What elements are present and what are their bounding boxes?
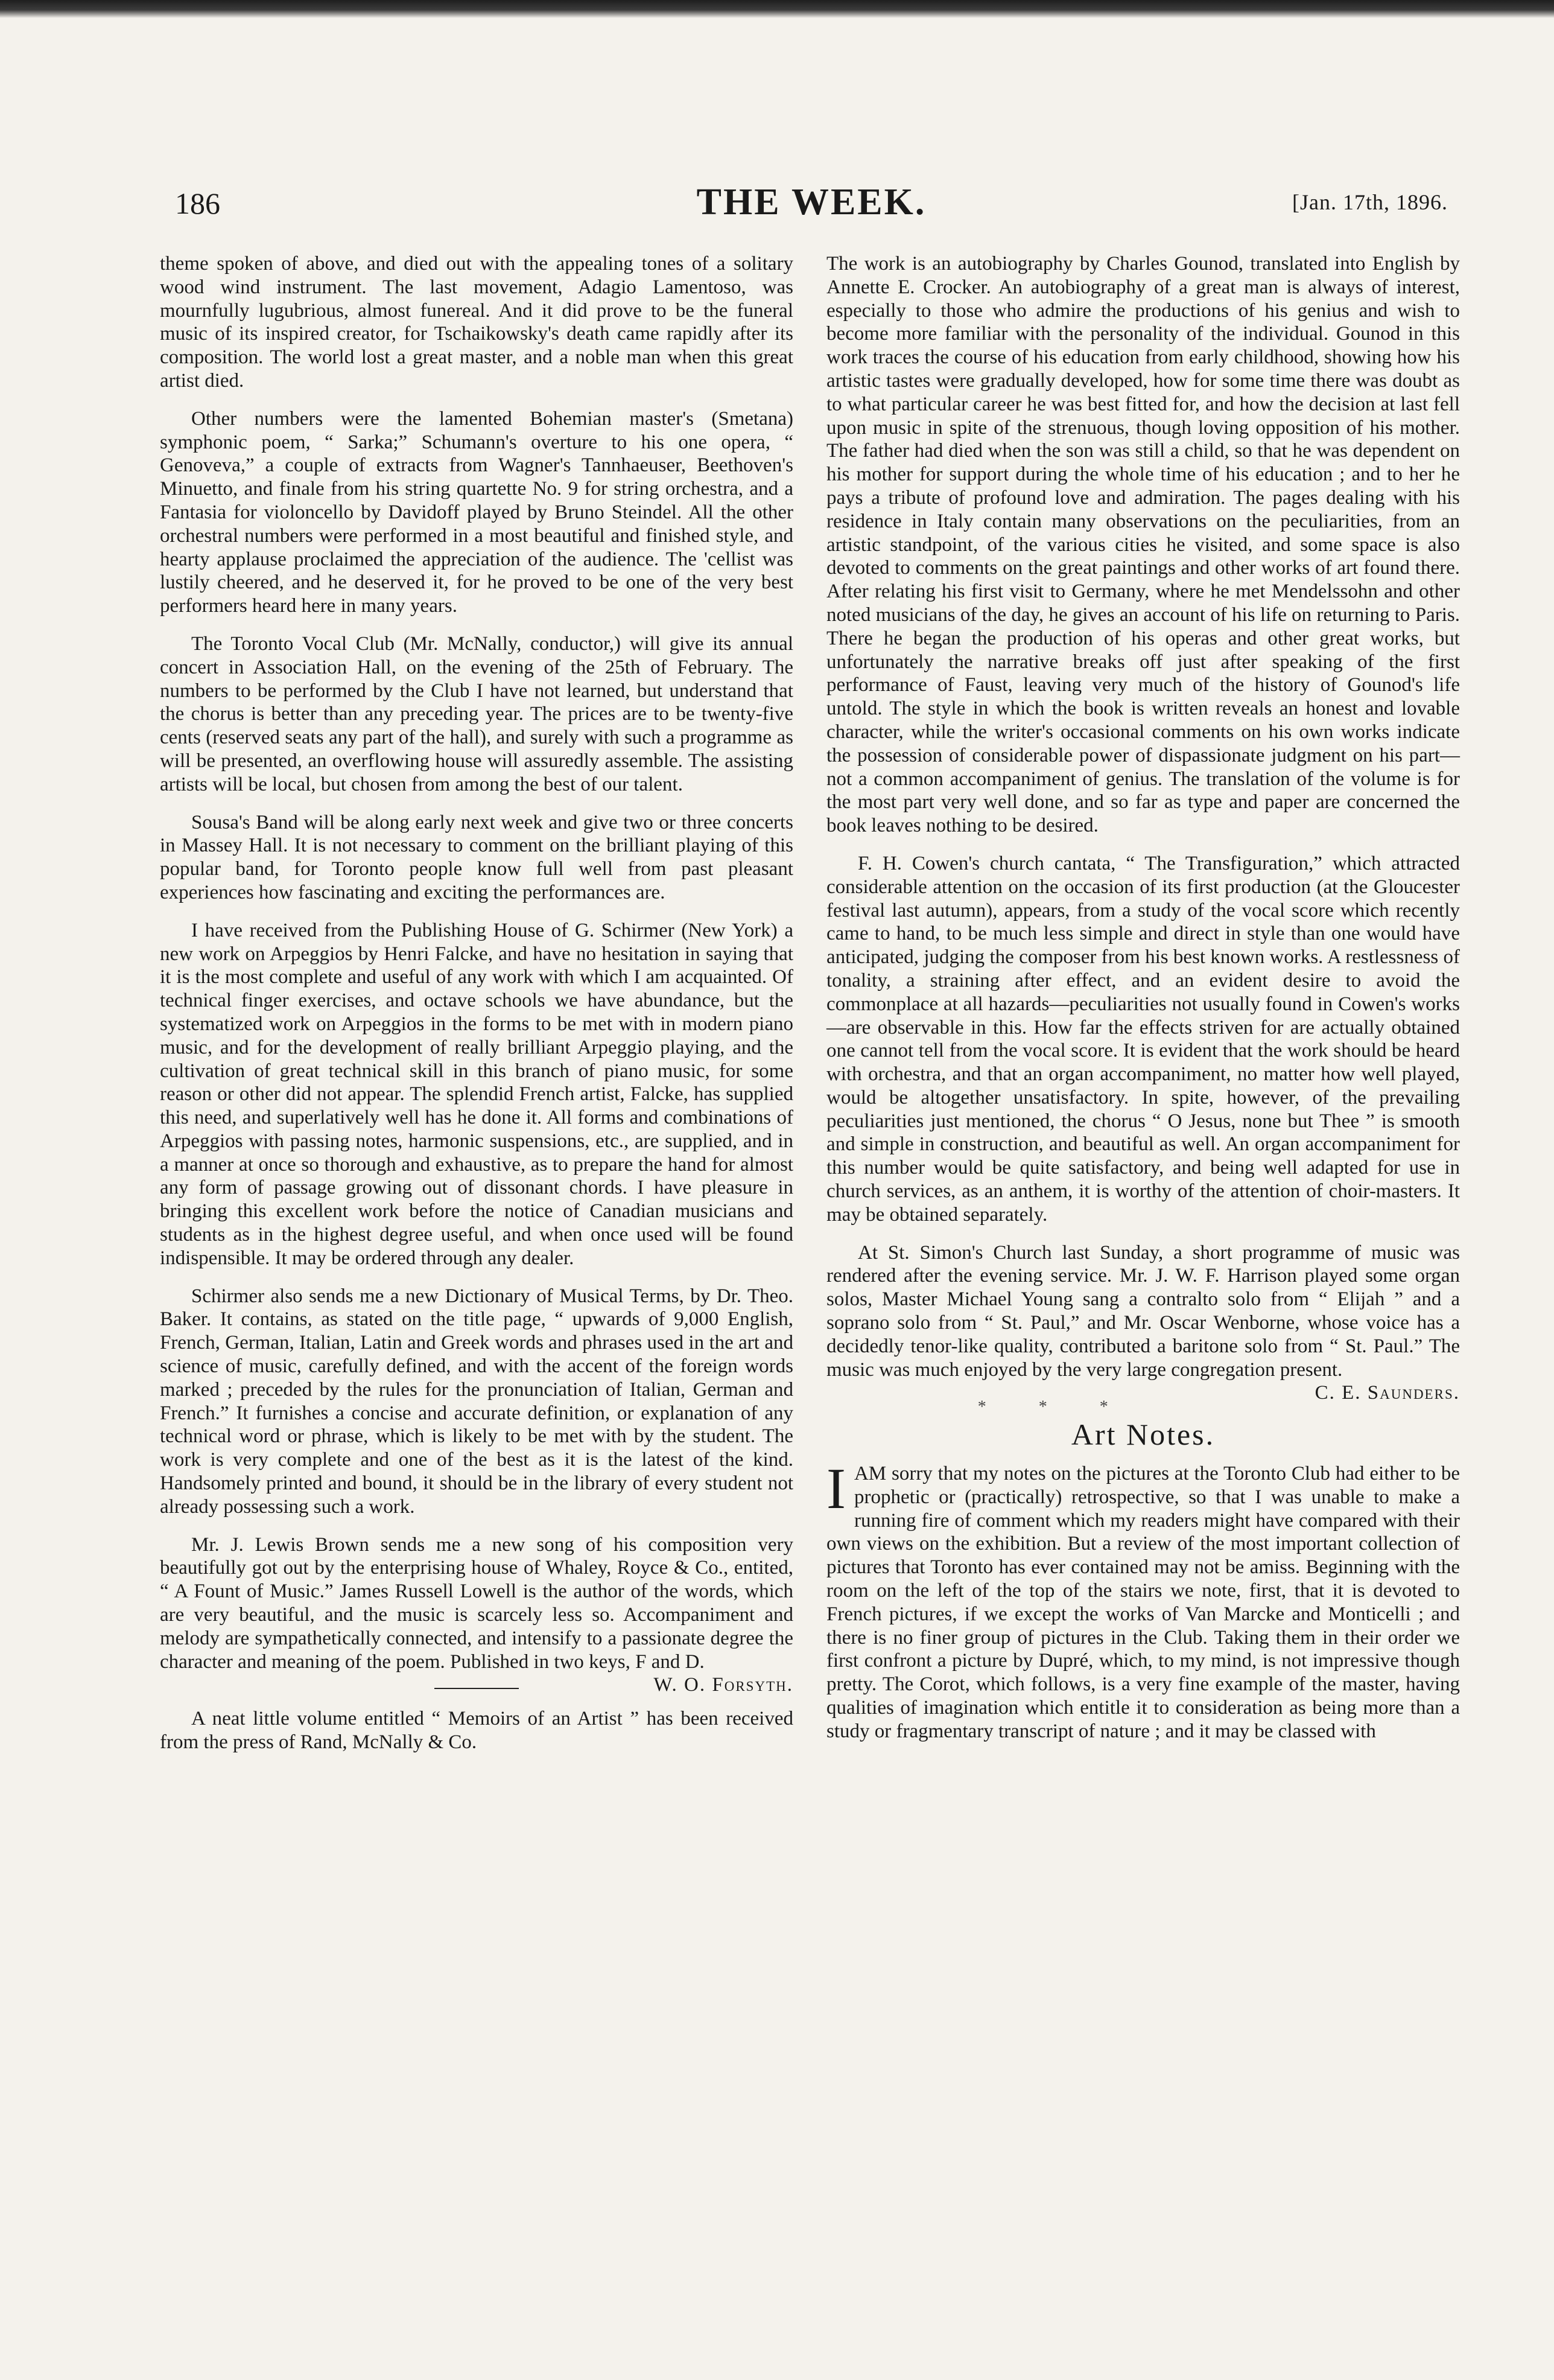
paragraph-dictionary: Schirmer also sends me a new Dictionary of Musical Terms, by Dr. Theo. Baker. It contains, as stated on the title page, “ upwards of 9,000 English, French, German, Italian, Latin and Greek words and phrases used in the art and science of music, carefully defined, and with the accent of the foreign words marked ; preceded by the rules for the pronunciation of Italian, German and French.” It furnishes a concise and accurate definition, or explanation of any technical word or phrase, which is likely to be met with by the student. The work is very complete and one of the best as it is the latest of the kind. Handsomely printed and bound, it should be in the library of every student not already possessing such a work.: [160, 1285, 793, 1518]
paragraph-sousa-band: Sousa's Band will be along early next week and give two or three concerts in Massey Hall. It is not necessary to comment on the brilliant playing of this popular band, for Toronto people know full well from past pleasant experiences how fascinating and exciting the performances are.: [160, 811, 793, 903]
section-stars: * * *: [977, 1398, 1132, 1417]
paragraph-gounod: The work is an autobiography by Charles Gounod, translated into English by Annette E. Crocker. An autobiography of a great man is always of interest, especially to those who admire the productions of his genius and wish to become more familiar with the personality of the individual. Gounod in this work traces the course of his education from early childhood, showing how his artistic tastes were gradually developed, how for some time there was doubt as to what particular career he was best fitted for, and how the decision at last fell upon music in spite of the strenuous, though loving opposition of his mother. The father had died when the son was still a child, so that he was dependent on his mother for support during the whole time of his education ; and to her he pays a tribute of profound love and admiration. The pages dealing with his residence in Italy contain many observations on the peculiarities, from an artistic standpoint, of the various cities he visited, and some space is also devoted to comments on the great paintings and other works of art found there. After relating his first visit to Germany, where he met Mendelssohn and other noted musicians of the day, he gives an account of his life on returning to Paris. There he began the production of his operas and other great works, but unfortunately the narrative breaks off just after speaking of the first performance of Faust, leaving very much of the history of Gounod's life untold. The style in which the book is written reveals an honest and lovable character, while the writer's occasional comments on his own works indicate the possession of considerable power of dispassionate judgment on his part—not a common accompaniment of genius. The translation of the volume is for the most part very well done, and so far as type and paper are concerned the book leaves nothing to be desired.: [826, 253, 1460, 837]
paragraph-cowen-cantata: F. H. Cowen's church cantata, “ The Transfiguration,” which attracted considerable attention on the occasion of its first production (at the Gloucester festival last autumn), appears, from a study of the vocal score which recently came to hand, to be much less simple and direct in style than one would have anticipated, judging the composer from his best known works. A restlessness of tonality, a straining after effect, and an evident desire to avoid the commonplace at all hazards—peculiarities not usually found in Cowen's works—are observable in this. How far the effects striven for are actually obtained one cannot tell from the vocal score. It is evident that the work should be heard with orchestra, and that an organ accompaniment, no matter how well played, would be altogether unsatisfactory. In spite, however, of the prevailing peculiarities just mentioned, the chorus “ O Jesus, none but Thee ” is smooth and simple in construction, and beautiful as well. An organ accompaniment for this number would be quite satisfactory, and being well adapted for use in church services, as an anthem, it is worthy of the attention of choir-masters. It may be obtained separately.: [826, 852, 1460, 1226]
paragraph-art-notes-text: AM sorry that my notes on the pictures at the Toronto Club had either to be prophetic or (practically) retrospective, so that I was unable to make a running fire of comment which my readers might have compared with their own views on the exhibition. But a review of the most important collection of pictures that Toronto has ever contained may not be amiss. Beginning with the room on the left of the top of the stairs we note, first, that it is devoted to French pictures, if we except the works of Van Marcke and Monticelli ; and there is no finer group of pictures in the Club. Taking them in their order we first confront a picture by Dupré, which, to my mind, is not impressive though pretty. The Corot, which follows, is a very fine example of the master, having qualities of imagination which entitle it to consideration as being more than a study or fragmentary transcript of nature ; and it may be classed with: [826, 1463, 1460, 1742]
scan-edge-band: [0, 0, 1554, 18]
page-header: [175, 181, 1448, 229]
drop-cap: I: [826, 1456, 846, 1521]
paragraph-st-simons-text: At St. Simon's Church last Sunday, a short programme of music was rendered after the evening service. Mr. J. W. F. Harrison played some organ solos, Master Michael Young sang a contralto solo from “ Elijah ” and a soprano solo from “ St. Paul,” and Mr. Oscar Wenborne, whose voice has a decidedly tenor-like quality, contributed a baritone solo from “ St. Paul.” The music was much enjoyed by the very large congregation present.: [826, 1241, 1460, 1381]
paragraph-fount-of-music: [160, 1533, 793, 1696]
paragraph-toronto-vocal-club: The Toronto Vocal Club (Mr. McNally, conductor,) will give its annual concert in Association Hall, on the evening of the 25th of February. The numbers to be performed by the Club I have not learned, but understand that the chorus is better than any preceding year. The prices are to be twenty-five cents (reserved seats any part of the hall), and surely with such a programme as will be presented, an overflowing house will assuredly assemble. The assisting artists will be local, but chosen from among the best of our talent.: [160, 632, 793, 795]
left-column: [160, 252, 793, 1769]
section-divider: [434, 1688, 519, 1689]
signature-forsyth: W. O. Forsyth.: [653, 1674, 793, 1696]
right-column: [826, 252, 1460, 1758]
paragraph-st-simons: [826, 1241, 1460, 1404]
art-notes-heading: Art Notes.: [1071, 1418, 1216, 1452]
issue-date: [Jan. 17th, 1896.: [1292, 190, 1448, 214]
paragraph-tschaikowsky: theme spoken of above, and died out with the appealing tones of a solitary wood wind instrument. The last movement, Adagio Lamentoso, was mournfully lugubrious, almost funereal. And it did prove to be the funeral music of its inspired creator, for Tschaikowsky's death came rapidly after its composition. The world lost a great master, and a noble man when this great artist died.: [160, 253, 793, 392]
paragraph-memoirs: A neat little volume entitled “ Memoirs of an Artist ” has been received from the press of Rand, McNally & Co.: [160, 1708, 793, 1754]
paragraph-other-numbers: Other numbers were the lamented Bohemian master's (Smetana) symphonic poem, “ Sarka;” Schumann's overture to his one opera, “ Genoveva,” a couple of extracts from Wagner's Tannhaeuser, Beethoven's Minuetto, and finale from his string quartette No. 9 for string orchestra, and a Fantasia for violoncello by Davidoff played by Bruno Steindel. All the other orchestral numbers were performed in a most beautiful and finished style, and hearty applause proclaimed the appreciation of the audience. The 'cellist was lustily cheered, and he deserved it, for he proved to be one of the very best performers heard here in many years.: [160, 407, 793, 617]
signature-saunders: C. E. Saunders.: [1315, 1382, 1460, 1404]
masthead-title: THE WEEK.: [696, 182, 927, 223]
page-number: 186: [175, 186, 220, 220]
paragraph-art-notes: [826, 1456, 1460, 1743]
paragraph-fount-text: Mr. J. Lewis Brown sends me a new song of his composition very beautifully got out by the enterprising house of Whaley, Royce & Co., entited, “ A Fount of Music.” James Russell Lowell is the author of the words, which are very beautiful, and the music is scarcely less so. Accompaniment and melody are sympathetically connected, and intensify to a passionate degree the character and meaning of the poem. Published in two keys, F and D.: [160, 1533, 793, 1673]
paragraph-arpeggios: I have received from the Publishing House of G. Schirmer (New York) a new work on Arpeggios by Henri Falcke, and have no hesitation in saying that it is the most complete and useful of any work with which I am acquainted. Of technical finger exercises, and octave schools we have abundance, but the systematized work on Arpeggios in the forms to be met with in modern piano music, and for the development of really brilliant Arpeggio playing, and the cultivation of great technical skill in this branch of piano music, for some reason or other did not appear. The splendid French artist, Falcke, has supplied this need, and superlatively well has he done it. All forms and combinations of Arpeggios with passing notes, harmonic suspensions, etc., are supplied, and in a manner at once so thorough and exhaustive, as to prepare the hand for almost any form of passage growing out of dissonant chords. I have pleasure in bringing this excellent work before the notice of Canadian musicians and students as in the highest degree useful, and when once used will be found indispensible. It may be ordered through any dealer.: [160, 919, 793, 1269]
